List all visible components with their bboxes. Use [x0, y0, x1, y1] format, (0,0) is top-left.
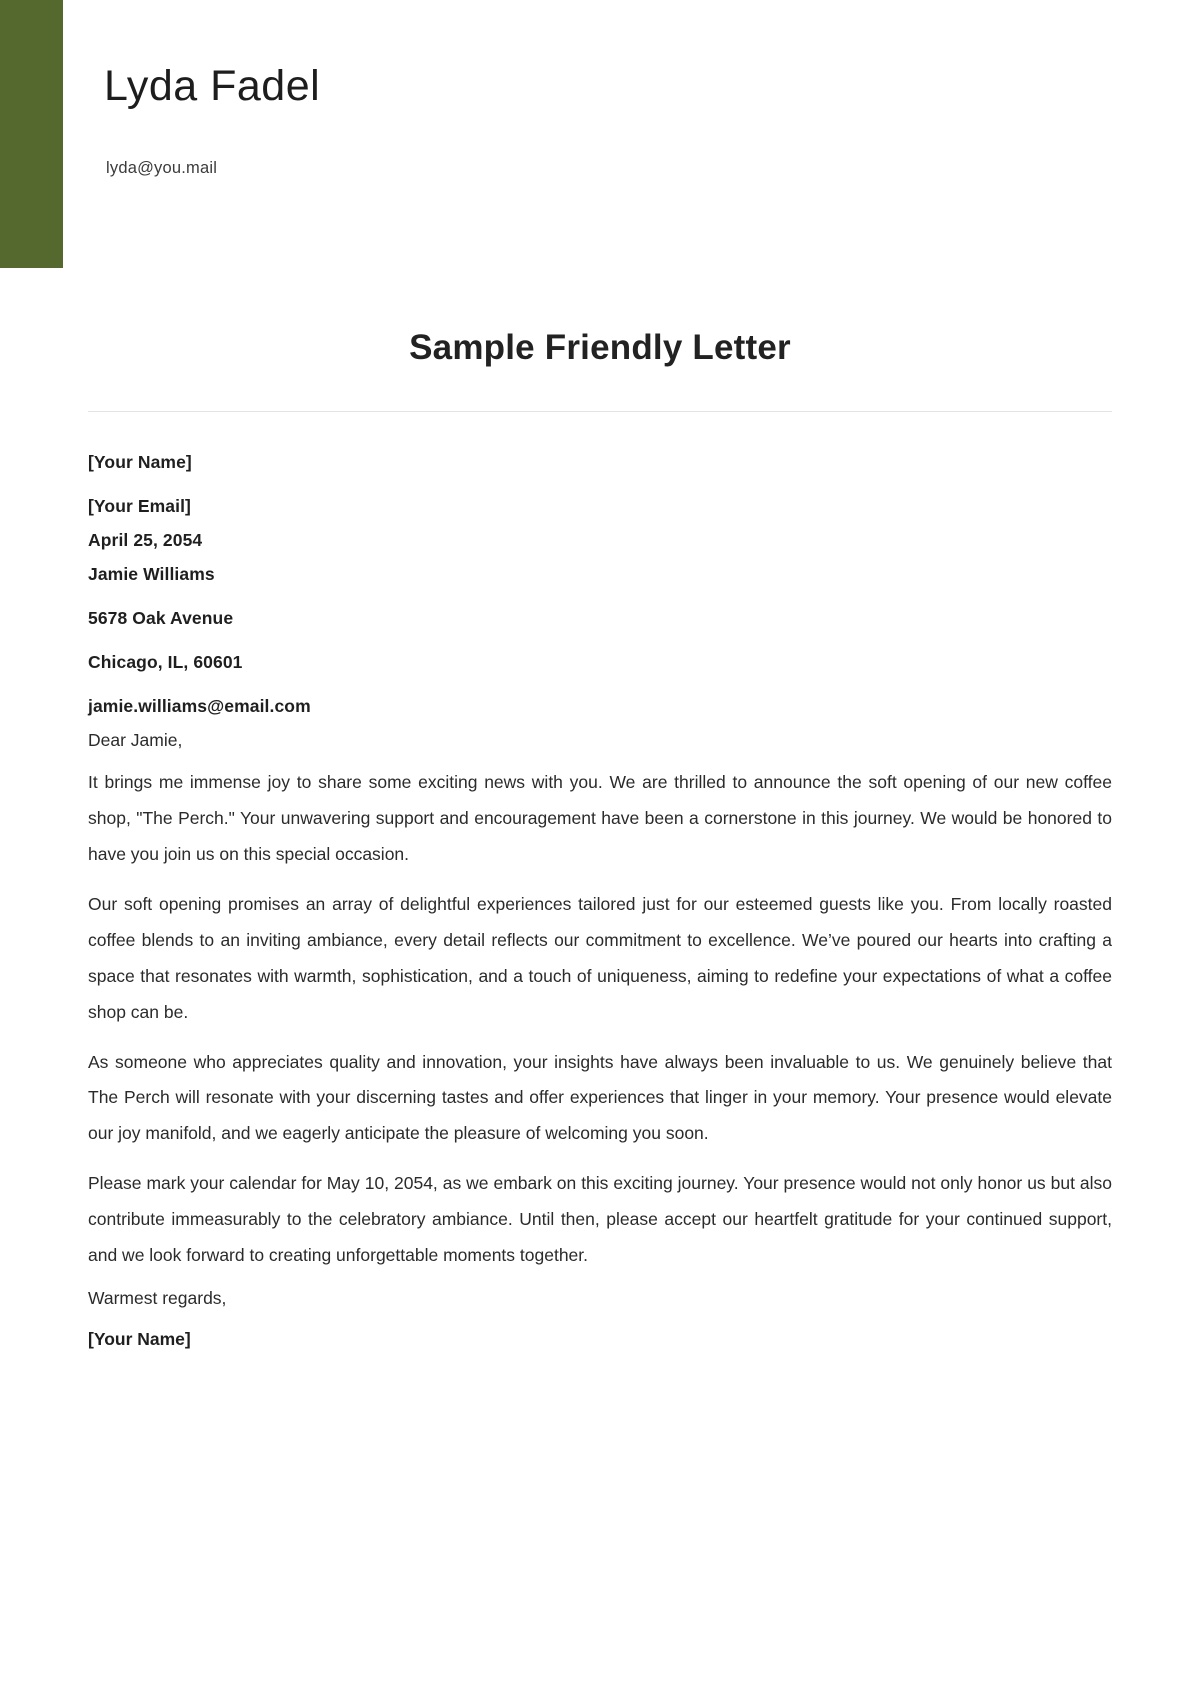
closing-line: Warmest regards,	[88, 1287, 227, 1308]
letter-paragraph: Our soft opening promises an array of delightful experiences tailored just for our esteemed guests like you. From locally roasted coffee blends to an inviting ambiance, every detail reflects our commitment to excellence. We’ve poured our hearts into crafting a space that resonates with warmth, sophistication, and a touch of uniqueness, aiming to redefine your expectations of what a coffee shop can be.	[88, 894, 1112, 1022]
salutation: Dear Jamie,	[88, 730, 183, 751]
signature-name: [Your Name]	[88, 1328, 191, 1349]
letter-body	[88, 412, 1112, 1349]
sender-name: Lyda Fadel	[104, 62, 321, 110]
address-line-date: April 25, 2054	[88, 530, 203, 551]
letter-paragraph: Please mark your calendar for May 10, 2054, as we embark on this exciting journey. Your presence would not only honor us but also contribute immeasurably to the celebratory ambiance. Until then, please accept our heartfelt gratitude for your continued support, and we look forward to creating unforgettable moments together.	[88, 1173, 1112, 1265]
sender-email: lyda@you.mail	[106, 159, 218, 178]
address-line-your-name: [Your Name]	[88, 452, 192, 473]
address-line-recipient-email: jamie.williams@email.com	[88, 696, 311, 717]
letterhead	[0, 0, 1200, 178]
page-title: Sample Friendly Letter	[409, 328, 791, 368]
address-line-city-state-zip: Chicago, IL, 60601	[88, 652, 243, 673]
letter-paragraph: As someone who appreciates quality and innovation, your insights have always been invaluable to us. We genuinely believe that The Perch will resonate with your discerning tastes and offer experiences that linger in your memory. Your presence would elevate our joy manifold, and we eagerly anticipate the pleasure of welcoming you soon.	[88, 1051, 1112, 1144]
address-line-recipient-name: Jamie Williams	[88, 564, 215, 585]
address-line-street: 5678 Oak Avenue	[88, 608, 234, 629]
accent-bar-decoration	[0, 0, 63, 268]
address-line-your-email: [Your Email]	[88, 496, 191, 517]
letter-paragraph: It brings me immense joy to share some exciting news with you. We are thrilled to announce the soft opening of our new coffee shop, "The Perch." Your unwavering support and encouragement have been a cornerstone in this journey. We would be honored to have you join us on this special occasion.	[88, 772, 1112, 865]
